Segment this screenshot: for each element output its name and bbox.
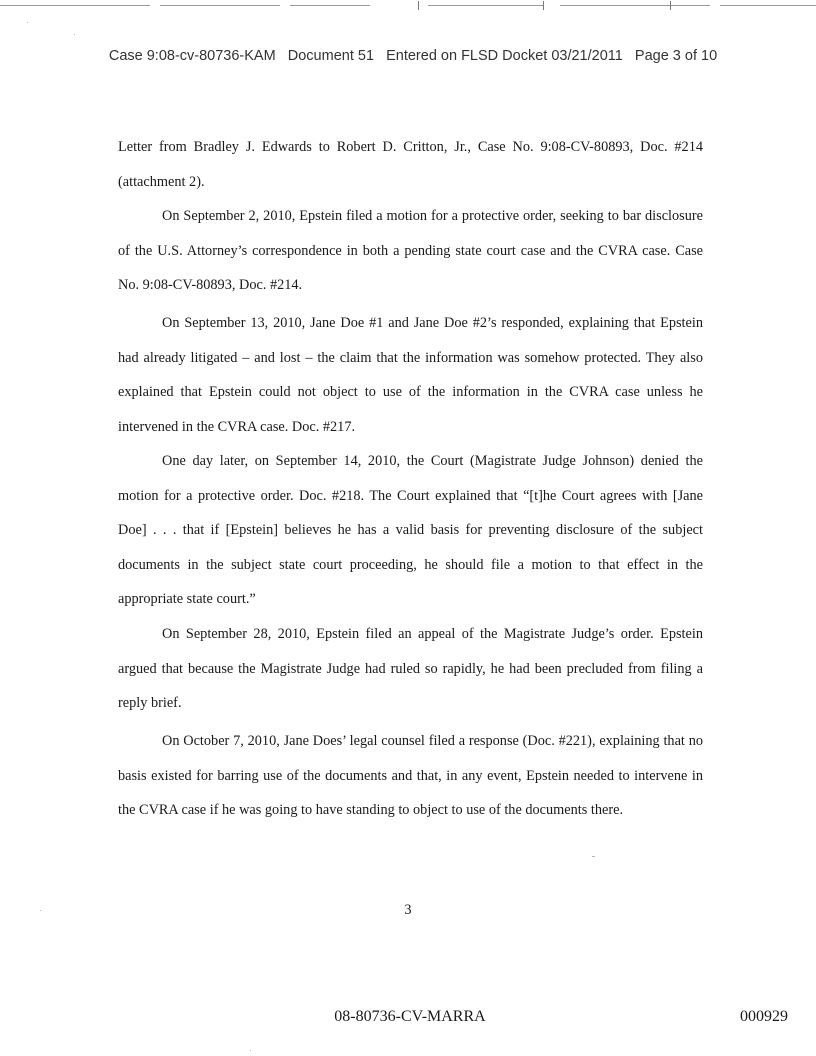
paragraph-court-denial: One day later, on September 14, 2010, the Court (Magistrate Judge Johnson) denied the motion for a protective order. Doc. #218. The Court explained that “[t]he Court agrees with [Jane Doe] . . . that if [Epstein] believes he has a valid basis for preventing disclosure of the subject documents in the subject state court proceeding, he should file a motion to that effect in the appropriate state court.” — [118, 453, 703, 608]
case-header-line: Case 9:08-cv-80736-KAM Document 51 Entered on FLSD Docket 03/21/2011 Page 3 of 10 — [108, 48, 718, 64]
scan-speck — [592, 856, 595, 857]
paragraph-epstein-appeal: On September 28, 2010, Epstein filed an appeal of the Magistrate Judge’s order. Epstein argued that because the Magistrate Judge had ruled so rapidly, he had been precluded from filing a reply brief. — [118, 626, 703, 712]
paragraph-jane-doe-response: On September 13, 2010, Jane Doe #1 and Jane Doe #2’s responded, explaining that Epstein had already litigated – and lost – the claim that the information was somehow protected. They also explained that Epstein could not object to use of the information in the CVRA case unless he intervened in the CVRA case. Doc. #217. — [118, 315, 703, 435]
scan-artifact-top-border — [0, 0, 816, 10]
scan-speck — [27, 22, 28, 23]
footer-case-number: 08-80736-CV-MARRA — [334, 1008, 486, 1025]
scan-speck — [250, 1050, 251, 1051]
footer-bates-number: 000929 — [740, 1008, 788, 1025]
page-number: 3 — [404, 902, 412, 918]
paragraph-letter-reference: Letter from Bradley J. Edwards to Robert D. Critton, Jr., Case No. 9:08-CV-80893, Doc. #214 (attachment 2). — [118, 139, 703, 190]
paragraph-counsel-response: On October 7, 2010, Jane Does’ legal counsel filed a response (Doc. #221), explaining that no basis existed for barring use of the documents and that, in any event, Epstein needed to intervene in the CVRA case if he was going to have standing to object to use of the documents there. — [118, 733, 703, 819]
paragraph-protective-order-motion: On September 2, 2010, Epstein filed a motion for a protective order, seeking to bar disclosure of the U.S. Attorney’s correspondence in both a pending state court case and the CVRA case. Case No. 9:08-CV-80893, Doc. #214. — [118, 208, 703, 294]
scan-speck — [74, 34, 75, 35]
scan-speck — [40, 910, 41, 911]
